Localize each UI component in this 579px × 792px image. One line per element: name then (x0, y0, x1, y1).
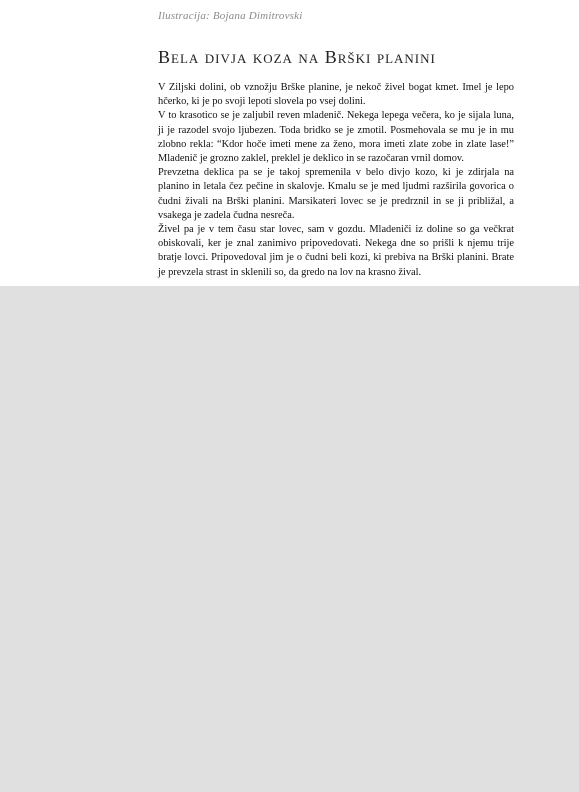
paragraph: Prevzetna deklica pa se je takoj spremenila v belo divjo kozo, ki je zdirjala na planino in letala čez pečine in skalovje. Kmalu se je med ljudmi razširila govorica o čudni živali na Brški planini. Marsikateri lovec se je predrznil in se ji približal, a vsakega je zadela čudna nesreča. (158, 167, 514, 221)
empty-viewer-area (0, 286, 579, 792)
story-title: Bela divja koza na Brški planini (158, 47, 436, 67)
document-page (0, 0, 579, 286)
paragraph: V Ziljski dolini, ob vznožju Brške planine, je nekoč živel bogat kmet. Imel je lepo hčerko, ki je po svoji lepoti slovela po vsej dolini. (158, 82, 514, 108)
story-body (158, 81, 514, 280)
paragraph: Živel pa je v tem času star lovec, sam v gozdu. Mladeniči iz doline so ga večkrat obiskovali, ker je znal zanimivo pripovedovati. Nekega dne so prišli k njemu trije bratje lovci. Pripovedoval jim je o čudni beli kozi, ki prebiva na Brški planini. Brate je prevzela strast in sklenili so, da gredo na lov na krasno žival. (158, 224, 514, 278)
paragraph: V to krasotico se je zaljubil reven mladenič. Nekega lepega večera, ko je sijala luna, ji je razodel svojo ljubezen. Toda bridko se je zmotil. Posmehovala se mu je in mu zlobno rekla: “Kdor hoče imeti mene za ženo, mora imeti zlate zobe in zlate lase!” Mladenič je grozno zaklel, preklel je deklico in se razočaran vrnil domov. (158, 110, 514, 165)
illustration-credit: Ilustracija: Bojana Dimitrovski (158, 10, 303, 22)
